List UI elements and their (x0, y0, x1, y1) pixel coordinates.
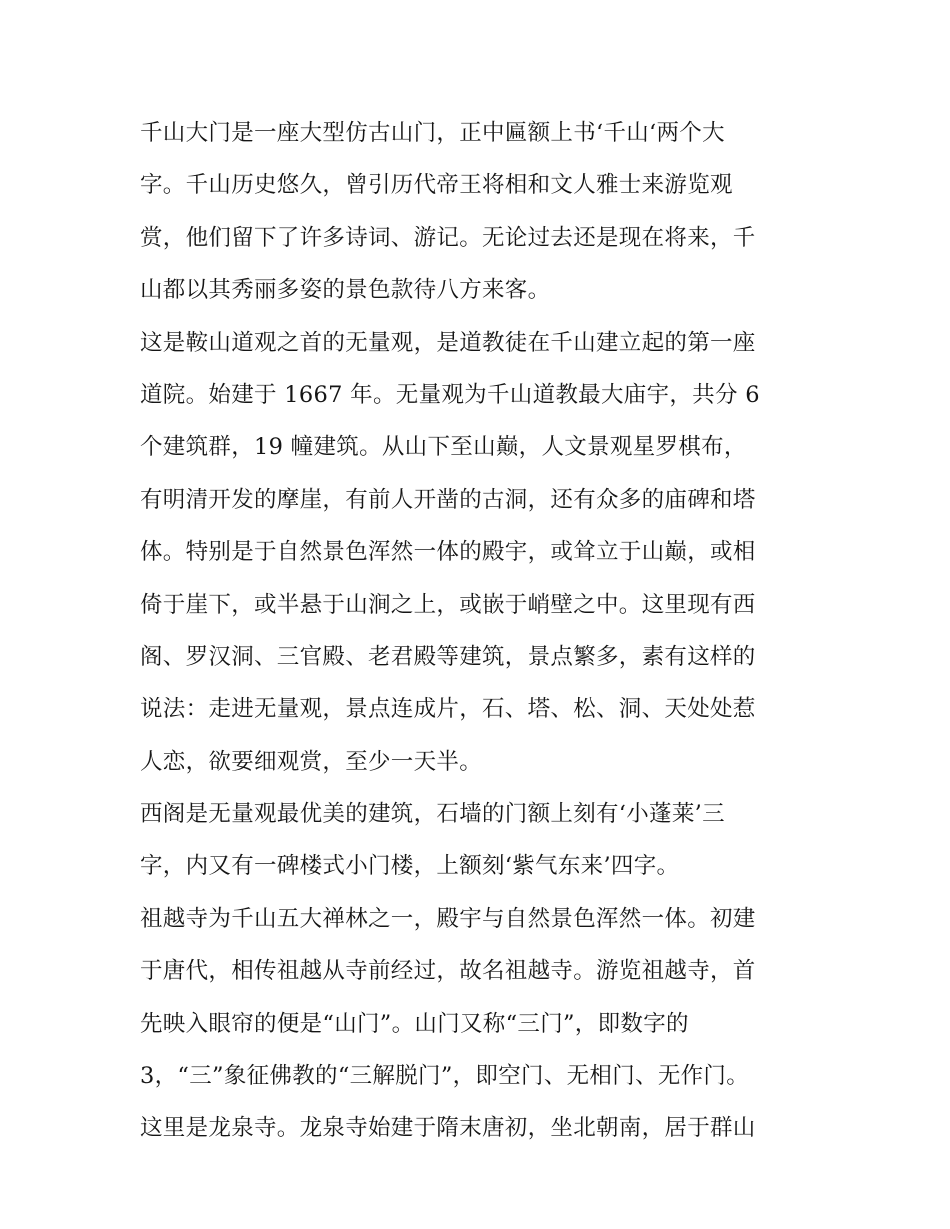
text-line: 西阁是无量观最优美的建筑，石墙的门额上刻有‘小蓬莱’三 (140, 801, 725, 828)
text-line: 于唐代，相传祖越从寺前经过，故名祖越寺。游览祖越寺，首 (140, 958, 756, 985)
text-line: 人恋，欲要细观赏，至少一天半。 (140, 748, 483, 775)
text-line: 倚于崖下，或半悬于山涧之上，或嵌于峭壁之中。这里现有西 (140, 591, 756, 618)
text-line: 3，“三”象征佛教的“三解脱门”，即空门、无相门、无作门。 (140, 1063, 750, 1090)
text-line: 先映入眼帘的便是“山门”。山门又称“三门”，即数字的 (140, 1010, 689, 1037)
text-line: 道院。始建于 1667 年。无量观为千山道教最大庙宇，共分 6 (140, 381, 760, 408)
text-line: 有明清开发的摩崖，有前人开凿的古洞，还有众多的庙碑和塔 (140, 486, 756, 513)
text-line: 体。特别是于自然景色浑然一体的殿宇，或耸立于山巅，或相 (140, 539, 756, 566)
text-line: 这是鞍山道观之首的无量观，是道教徒在千山建立起的第一座 (140, 329, 756, 356)
text-line: 这里是龙泉寺。龙泉寺始建于隋末唐初，坐北朝南，居于群山 (140, 1115, 756, 1142)
text-line: 赏，他们留下了许多诗词、游记。无论过去还是现在将来，千 (140, 224, 756, 251)
text-line: 祖越寺为千山五大禅林之一，殿宇与自然景色浑然一体。初建 (140, 905, 756, 932)
text-line: 山都以其秀丽多姿的景色款待八方来客。 (140, 277, 551, 304)
text-line: 个建筑群，19 幢建筑。从山下至山巅，人文景观星罗棋布， (140, 434, 747, 461)
text-line: 字。千山历史悠久，曾引历代帝王将相和文人雅士来游览观 (140, 172, 733, 199)
body-text (140, 107, 830, 1155)
text-line: 说法：走进无量观，景点连成片，石、塔、松、洞、天处处惹 (140, 696, 756, 723)
text-line: 阁、罗汉洞、三官殿、老君殿等建筑，景点繁多，素有这样的 (140, 643, 756, 670)
text-line: 字，内又有一碑楼式小门楼，上额刻‘紫气东来’四字。 (140, 853, 680, 880)
text-line: 千山大门是一座大型仿古山门，正中匾额上书‘千山‘两个大 (140, 120, 725, 146)
